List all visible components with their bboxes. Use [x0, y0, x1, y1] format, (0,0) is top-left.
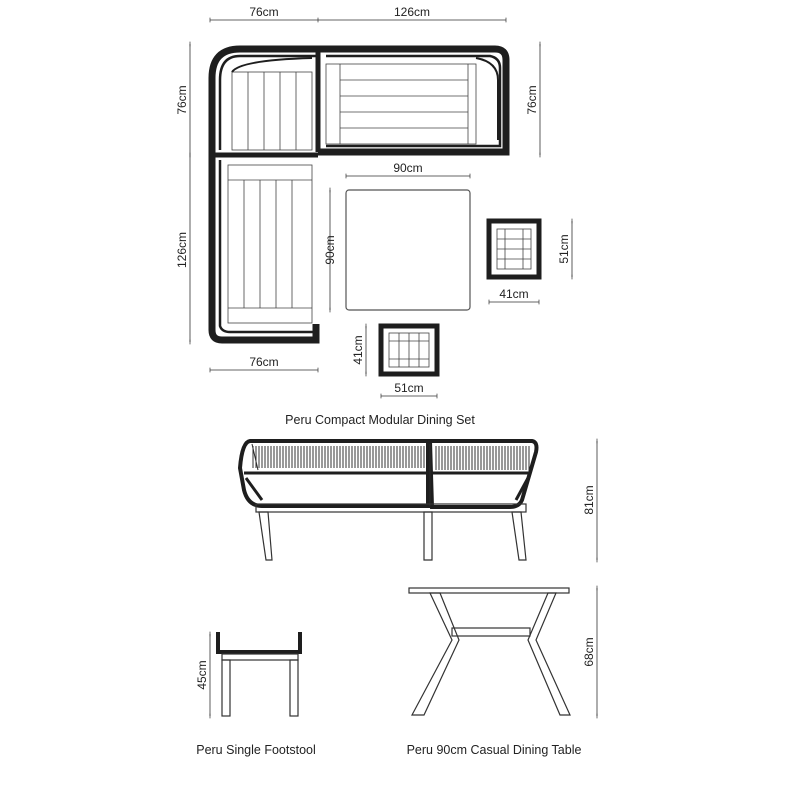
dim-table-height: 68cm: [582, 637, 596, 667]
elevation-sofa: [240, 441, 597, 560]
dim-bottom-width: 76cm: [249, 355, 279, 369]
dim-left-long-height: 126cm: [175, 231, 189, 269]
dim-table-depth: 90cm: [323, 235, 337, 265]
plan-table-top: [330, 176, 470, 310]
plan-view-sofa: [212, 49, 506, 340]
plan-dimension-lines: [190, 20, 540, 370]
dim-sofa-height: 81cm: [582, 485, 596, 515]
dim-stool-right-height: 51cm: [557, 234, 571, 264]
elevation-footstool: [210, 632, 302, 716]
corner-module-slats: [232, 58, 312, 150]
dim-stool-bottom-width: 51cm: [394, 381, 424, 395]
left-module-slats: [228, 165, 312, 323]
caption-footstool: Peru Single Footstool: [196, 743, 316, 757]
dim-right-height: 76cm: [525, 85, 539, 115]
dim-stool-bottom-height: 41cm: [351, 335, 365, 365]
dim-left-top-height: 76cm: [175, 85, 189, 115]
caption-table: Peru 90cm Casual Dining Table: [406, 743, 582, 757]
right-module-slats: [326, 58, 498, 144]
elevation-dining-table: [409, 588, 597, 716]
dim-footstool-height: 45cm: [195, 660, 209, 690]
dim-top-left-width: 76cm: [249, 5, 279, 19]
dim-stool-right-width: 41cm: [499, 287, 529, 301]
caption-dining-set: Peru Compact Modular Dining Set: [285, 413, 475, 427]
dim-top-right-width: 126cm: [393, 5, 431, 19]
dim-table-width: 90cm: [393, 161, 423, 175]
